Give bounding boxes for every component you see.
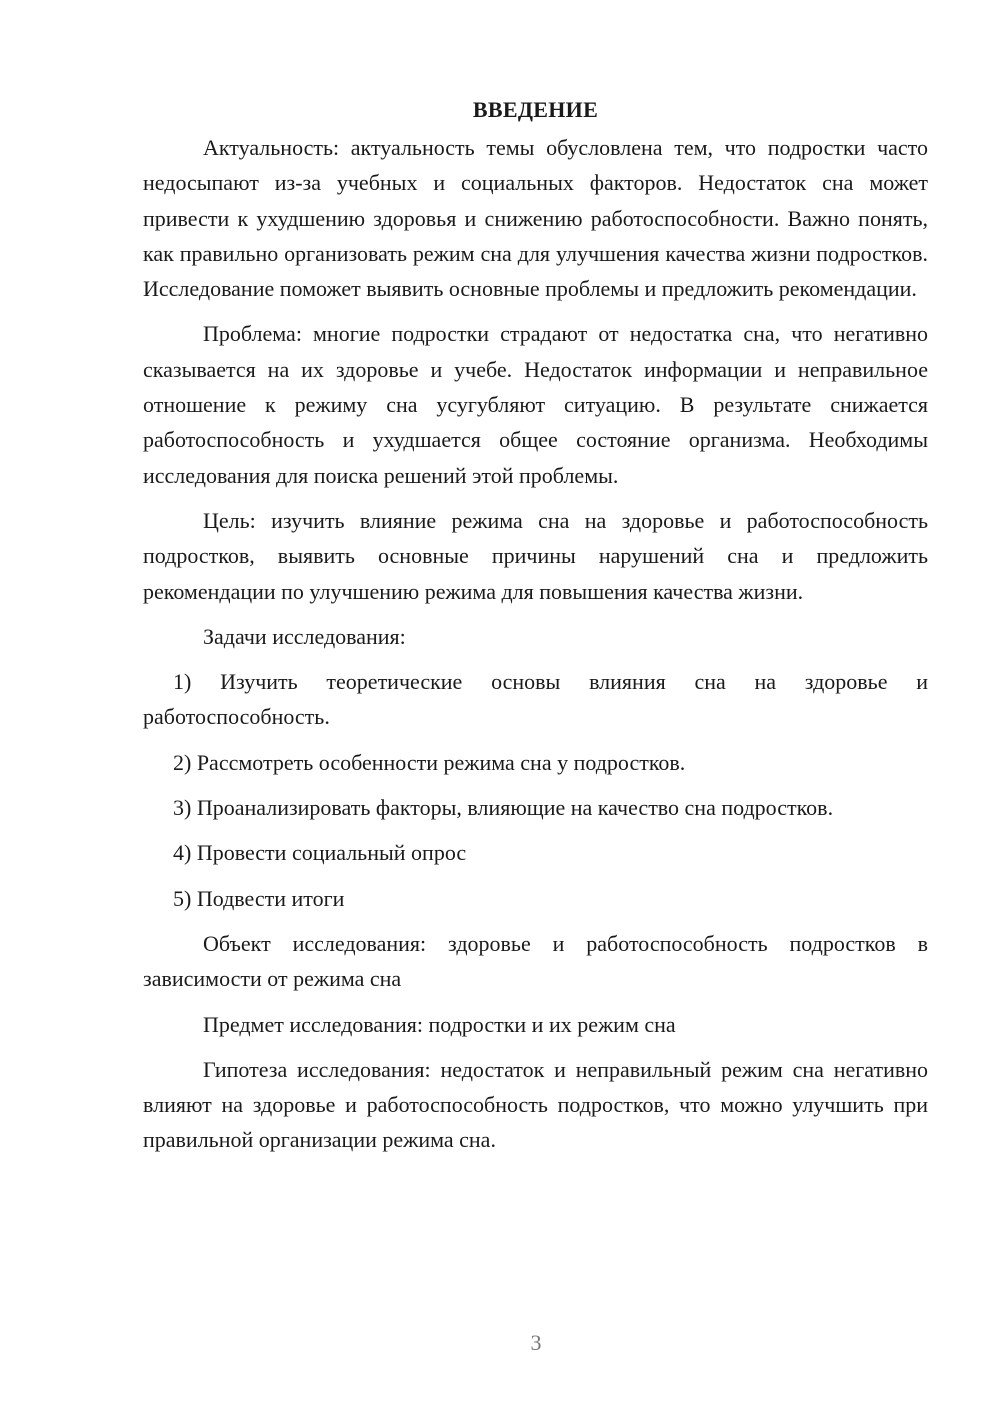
- task-item-5: 5) Подвести итоги: [173, 885, 345, 911]
- goal-paragraph: Цель: изучить влияние режима сна на здоровье и работоспособность подростков, выявить основные причины нарушений сна и предложить рекомендации по улучшению режима для повышения качества жизни.: [143, 507, 928, 604]
- hypothesis-paragraph: Гипотеза исследования: недостаток и неправильный режим сна негативно влияют на здоровье и работоспособность подростков, что можно улучшить при правильной организации режима сна.: [143, 1056, 928, 1153]
- task-item-3: 3) Проанализировать факторы, влияющие на качество сна подростков.: [173, 795, 834, 821]
- task-item-2: 2) Рассмотреть особенности режима сна у подростков.: [173, 749, 686, 775]
- subject-paragraph: Предмет исследования: подростки и их режим сна: [203, 1011, 676, 1037]
- task-item-4: 4) Провести социальный опрос: [173, 840, 467, 866]
- section-title: ВВЕДЕНИЕ: [472, 97, 599, 122]
- page-number: 3: [530, 1330, 542, 1355]
- object-paragraph: Объект исследования: здоровье и работоспособность подростков в зависимости от режима сна: [143, 930, 928, 992]
- tasks-heading: Задачи исследования:: [203, 623, 406, 649]
- problem-paragraph: Проблема: многие подростки страдают от недостатка сна, что негативно сказывается на их здоровье и учебе. Недостаток информации и неправильное отношение к режиму сна усугубляют ситуацию. В результате снижается работоспособность и ухудшается общее состояние организма. Необходимы исследования для поиска решений этой проблемы.: [143, 321, 928, 488]
- task-item-1: 1) Изучить теоретические основы влияния сна на здоровье и работоспособность.: [143, 669, 928, 730]
- relevance-paragraph: Актуальность: актуальность темы обусловлена тем, что подростки часто недосыпают из-за учебных и социальных факторов. Недостаток сна может привести к ухудшению здоровья и снижению работоспособности. Важно понять, как правильно организовать режим сна для улучшения качества жизни подростков. Исследование поможет выявить основные проблемы и предложить рекомендации.: [143, 135, 928, 302]
- document-page: [143, 92, 928, 1168]
